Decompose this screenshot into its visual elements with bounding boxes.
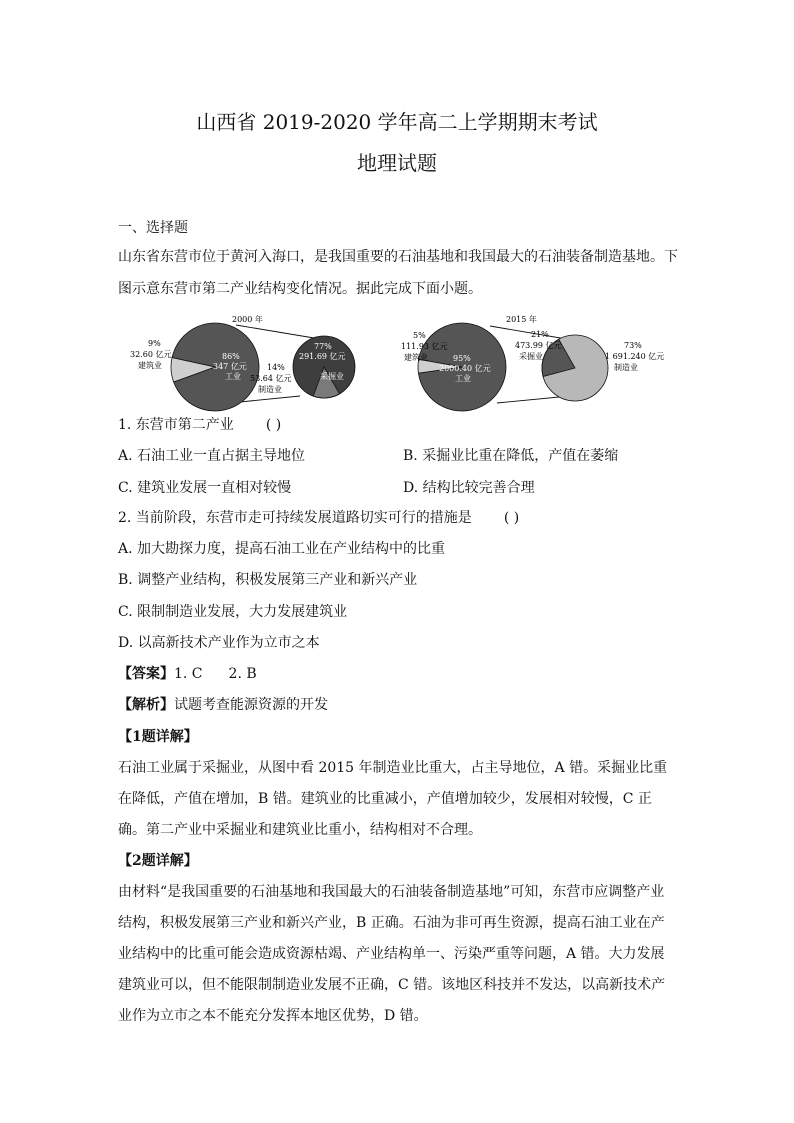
label-2000-mining-val: 291.69 亿元 <box>299 352 346 361</box>
analysis-text: 试题考查能源资源的开发 <box>174 697 328 713</box>
detail-2-text: 由材料“是我国重要的石油基地和我国最大的石油装备制造基地”可知，东营市应调整产业结构，积极发展第三产业和新兴产业，B 正确。石油为非可再生资源，提高石油工业在产业结构中的比重可能会造成资源枯竭、产业结构单一、污染严重等问题，A 错。大力发展建筑业可以，但不能限制制造业发展不正确，C 错。该地区科技并不发达，以高新技术产业作为立市之本不能充分发挥本地区优势，D 错。 <box>118 884 666 1024</box>
label-2015-main-name: 工业 <box>455 374 471 383</box>
question-2-stem <box>118 508 678 528</box>
chart-2000 <box>130 314 355 411</box>
label-2000-construction-pct: 9% <box>148 339 161 348</box>
chart-2000-connector-top <box>236 325 326 340</box>
label-2015-main-val: 2000.40 亿元 <box>439 364 491 373</box>
detail-2-heading: 【2题详解】 <box>118 853 198 869</box>
label-2015-construction-name: 建筑业 <box>404 353 428 362</box>
chart-2015 <box>401 314 664 411</box>
label-2000-mining-pct: 77% <box>314 342 332 351</box>
question-2-text: 2. 当前阶段，东营市走可持续发展道路切实可行的措施是 <box>118 510 472 526</box>
page-subtitle: 地理试题 <box>357 151 437 175</box>
answer-line <box>118 664 678 684</box>
question-1-paren: ( ) <box>265 417 282 433</box>
chart-2000-connector-bottom <box>240 396 300 402</box>
q1-option-d: D. 结构比较完善合理 <box>403 480 535 496</box>
answer-1: 1. C <box>174 666 203 682</box>
label-2015-manufacturing-pct: 73% <box>624 341 642 350</box>
analysis-line <box>118 695 678 715</box>
label-2015-manufacturing-val: 1 691.240 亿元 <box>605 352 665 361</box>
label-2015-mining-pct: 21% <box>531 330 549 339</box>
q2-option-a: A. 加大勘探力度，提高石油工业在产业结构中的比重 <box>118 541 446 557</box>
question-2-paren: ( ) <box>503 510 520 526</box>
chart-2000-title: 2000 年 <box>232 315 263 324</box>
analysis-label: 【解析】 <box>118 697 174 713</box>
label-2000-main-name: 工业 <box>225 372 241 381</box>
section-heading: 一、选择题 <box>118 220 188 236</box>
chart-2015-title: 2015 年 <box>506 315 537 324</box>
q1-option-a: A. 石油工业一直占据主导地位 <box>118 448 306 464</box>
label-2015-mining-val: 473.99 亿元 <box>515 341 562 350</box>
label-2000-construction-val: 32.60 亿元 <box>130 350 172 359</box>
label-2000-manufacturing-val: 53.64 亿元 <box>250 374 292 383</box>
label-2015-manufacturing-name: 制造业 <box>614 363 638 372</box>
q2-option-c: C. 限制制造业发展，大力发展建筑业 <box>118 604 348 620</box>
detail-1-heading: 【1题详解】 <box>118 729 198 745</box>
question-1-text: 1. 东营市第二产业 <box>118 417 234 433</box>
label-2015-construction-val: 111.93 亿元 <box>401 342 448 351</box>
page-title: 山西省 2019-2020 学年高二上学期期末考试 <box>196 110 598 134</box>
label-2015-mining-name: 采掘业 <box>519 352 543 361</box>
label-2000-manufacturing-pct: 14% <box>267 363 285 372</box>
intro-text: 山东省东营市位于黄河入海口，是我国重要的石油基地和我国最大的石油装备制造基地。下图示意东营市第二产业结构变化情况。据此完成下面小题。 <box>118 249 678 297</box>
q1-option-c: C. 建筑业发展一直相对较慢 <box>118 480 292 496</box>
label-2015-main-pct: 95% <box>453 354 471 363</box>
label-2000-main-pct: 86% <box>222 352 240 361</box>
label-2000-mining-name: 采掘业 <box>320 372 344 381</box>
answer-2: 2. B <box>228 666 257 682</box>
answer-label: 【答案】 <box>118 666 174 682</box>
label-2000-main-val: 347 亿元 <box>213 362 247 371</box>
detail-1-text: 石油工业属于采掘业，从图中看 2015 年制造业比重大，占主导地位，A 错。采掘业比重在降低，产值在增加，B 错。建筑业的比重减小，产值增加较少，发展相对较慢，C 正确。第二产业中采掘业和建筑业比重小，结构相对不合理。 <box>118 760 668 838</box>
question-1-stem <box>118 415 678 435</box>
label-2015-construction-pct: 5% <box>413 331 426 340</box>
q2-option-b: B. 调整产业结构，积极发展第三产业和新兴产业 <box>118 572 418 588</box>
q1-option-b: B. 采掘业比重在降低，产值在萎缩 <box>403 448 619 464</box>
label-2000-manufacturing-name: 制造业 <box>258 385 282 394</box>
q2-option-d: D. 以高新技术产业作为立市之本 <box>118 635 320 651</box>
label-2000-construction-name: 建筑业 <box>138 361 162 370</box>
pie-charts-figure <box>0 310 794 410</box>
